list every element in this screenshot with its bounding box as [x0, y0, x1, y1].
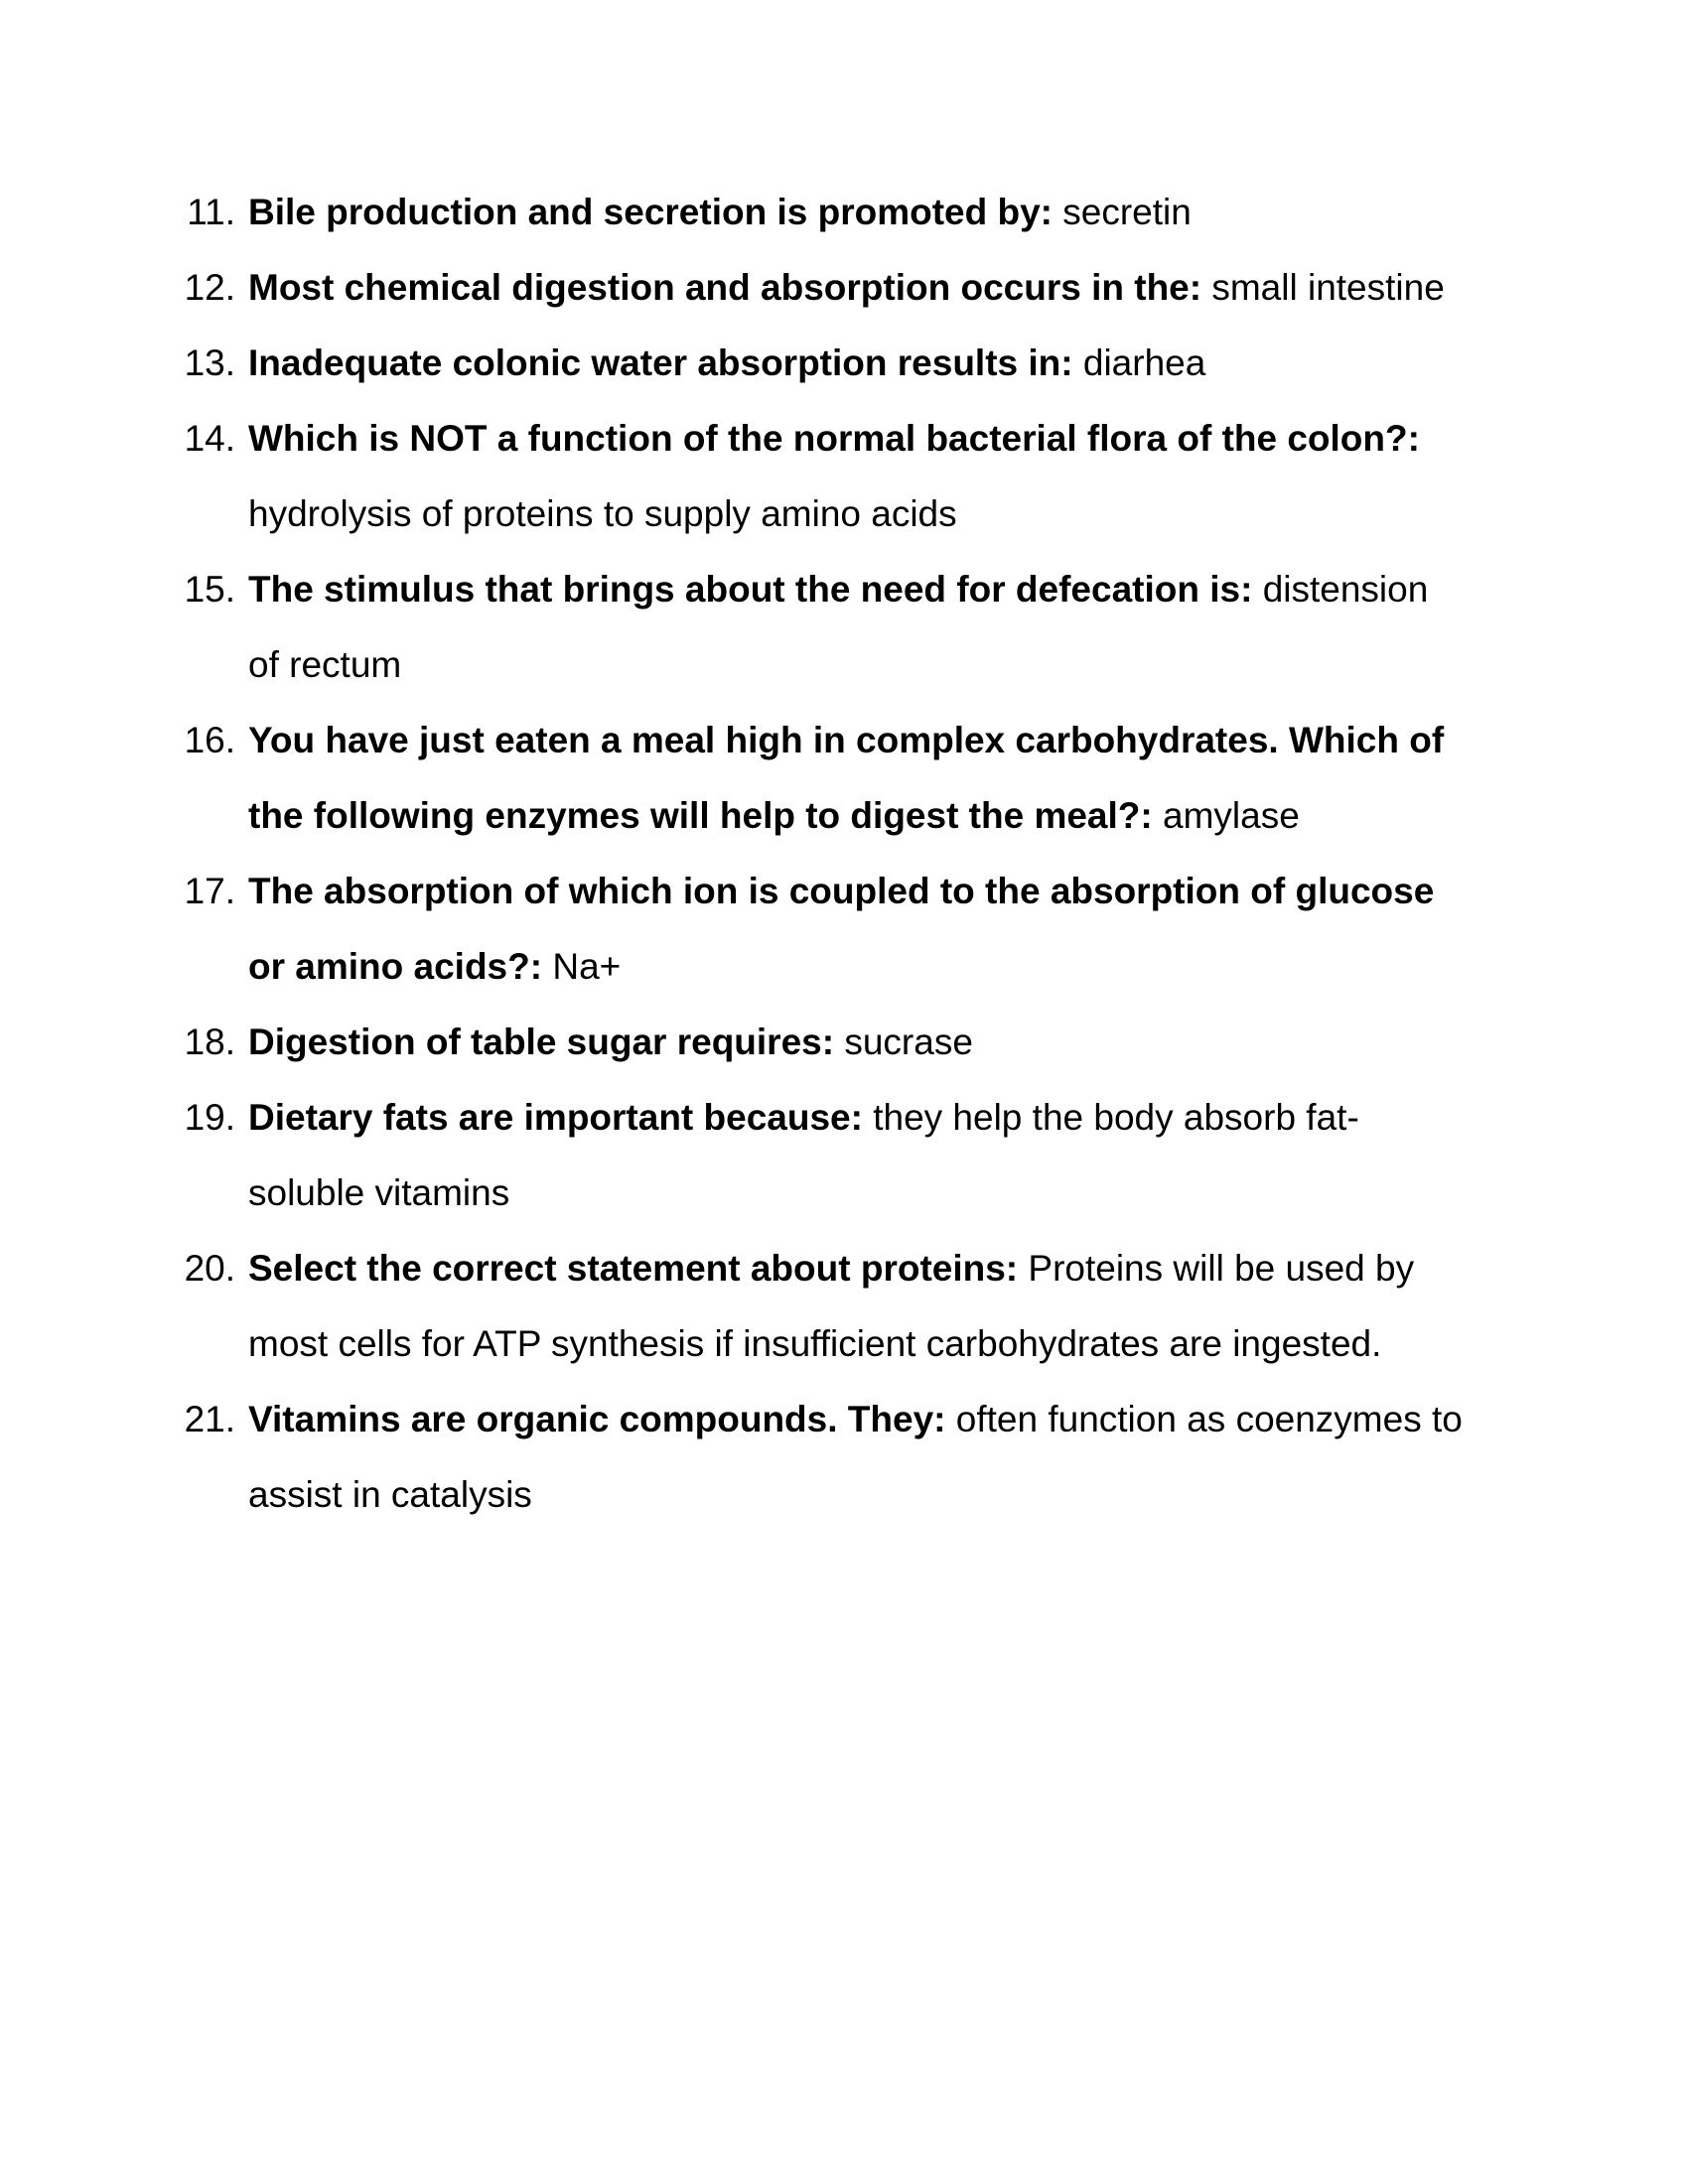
list-item — [174, 854, 1465, 1005]
question-text: Select the correct statement about proteins: — [248, 1248, 1019, 1289]
question-text: Inadequate colonic water absorption results in: — [248, 342, 1073, 383]
question-text: Digestion of table sugar requires: — [248, 1022, 835, 1062]
list-item-number: 18. — [184, 1022, 235, 1062]
question-text: Bile production and secretion is promoted by: — [248, 192, 1053, 232]
list-item — [174, 1080, 1465, 1231]
answer-text: Na+ — [552, 946, 622, 987]
question-text: You have just eaten a meal high in complex carbohydrates. Which of the following enzymes will help to digest the meal?: — [248, 720, 1445, 836]
list-item-number: 19. — [184, 1097, 235, 1138]
answer-text: Proteins will be used by most cells for ATP synthesis if insufficient carbohydrates are ingested. — [248, 1248, 1415, 1364]
list-item — [174, 703, 1465, 854]
answer-text: small intestine — [1211, 267, 1445, 308]
answer-text: diarhea — [1082, 342, 1206, 383]
list-item — [174, 401, 1465, 552]
answer-text: amylase — [1163, 795, 1300, 836]
answer-text: distension of rectum — [248, 569, 1429, 685]
answer-text: they help the body absorb fat-soluble vitamins — [248, 1097, 1359, 1213]
question-list-container — [174, 175, 1465, 1533]
list-item-number: 15. — [184, 569, 235, 610]
question-text: Most chemical digestion and absorption occurs in the: — [248, 267, 1202, 308]
list-item-number: 21. — [184, 1399, 235, 1439]
list-item — [174, 1382, 1465, 1533]
list-item — [174, 175, 1465, 250]
list-item-number: 12. — [184, 267, 235, 308]
answer-text: sucrase — [844, 1022, 973, 1062]
list-item-number: 14. — [184, 418, 235, 459]
question-text: The absorption of which ion is coupled to the absorption of glucose or amino acids?: — [248, 871, 1435, 987]
list-item-number: 13. — [184, 342, 235, 383]
answer-text: secretin — [1062, 192, 1192, 232]
list-item-number: 17. — [184, 871, 235, 911]
list-item-number: 16. — [184, 720, 235, 760]
list-item-number: 11. — [187, 192, 235, 232]
list-item — [174, 1231, 1465, 1382]
question-text: Vitamins are organic compounds. They: — [248, 1399, 946, 1439]
question-text: The stimulus that brings about the need for defecation is: — [248, 569, 1253, 610]
answer-text: hydrolysis of proteins to supply amino acids — [248, 493, 957, 534]
answer-text: often function as coenzymes to assist in catalysis — [248, 1399, 1463, 1515]
list-item — [174, 250, 1465, 326]
list-item — [174, 552, 1465, 703]
list-item — [174, 326, 1465, 401]
list-item-number: 20. — [184, 1248, 235, 1289]
list-item — [174, 1005, 1465, 1080]
question-text: Which is NOT a function of the normal bacterial flora of the colon?: — [248, 418, 1420, 459]
question-text: Dietary fats are important because: — [248, 1097, 863, 1138]
question-answer-list — [174, 175, 1465, 1533]
